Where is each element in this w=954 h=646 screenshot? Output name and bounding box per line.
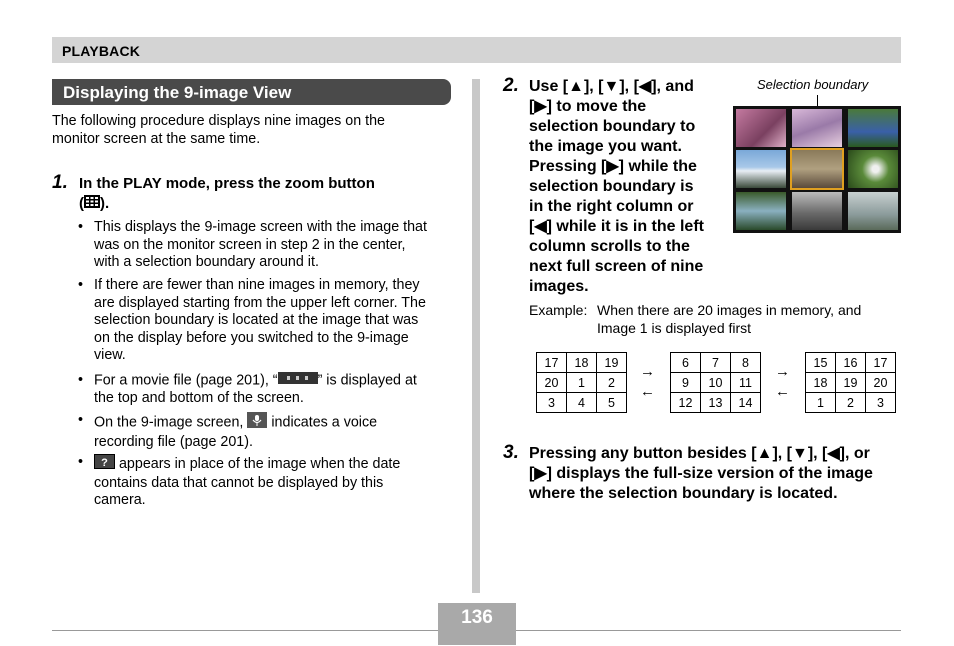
- bullet-line: the top and bottom of the screen.: [94, 390, 304, 407]
- example-grid-2: [670, 352, 761, 413]
- bullet-dot: •: [78, 454, 84, 470]
- grid-cell: 8: [731, 353, 761, 373]
- movie-file-icon: [278, 372, 318, 390]
- grid-cell: 16: [836, 353, 866, 373]
- bullet-dot: •: [78, 219, 84, 235]
- column-divider: [472, 79, 480, 593]
- thumbnail: [736, 109, 786, 147]
- thumbnail: [736, 150, 786, 188]
- step-3-number: 3.: [503, 442, 519, 463]
- paren-open: (: [79, 195, 84, 212]
- step-2-instruction: [529, 77, 729, 297]
- grid-cell: 19: [597, 353, 627, 373]
- step-2-line: images.: [529, 278, 589, 295]
- grid-cell: 14: [731, 393, 761, 413]
- bullet-line: are displayed starting from the upper left corner. The: [94, 294, 426, 311]
- bullet-line: view.: [94, 347, 126, 363]
- example-line: Image 1 is displayed first: [597, 320, 752, 336]
- grid-cell: 1: [806, 393, 836, 413]
- arrow-left-icon: ←: [775, 383, 790, 400]
- step-2-line: column scrolls to the: [529, 238, 690, 255]
- bullet-dot: •: [78, 412, 84, 428]
- grid-cell: 1: [567, 373, 597, 393]
- intro-line: monitor screen at the same time.: [52, 130, 261, 147]
- step-2-line: in the right column or: [529, 198, 694, 215]
- bullet-text: On the 9-image screen,: [94, 414, 244, 431]
- grid-cell: 19: [836, 373, 866, 393]
- bullet-line: This displays the 9-image screen with the image that: [94, 219, 427, 235]
- grid-cell: 20: [537, 373, 567, 393]
- grid-cell: 20: [866, 373, 896, 393]
- step-1-line: [79, 194, 459, 214]
- example-text: [597, 301, 897, 337]
- step-2-line: selection boundary to: [529, 118, 696, 135]
- intro-line: The following procedure displays nine images on the: [52, 113, 385, 129]
- bullet-item: [78, 219, 454, 272]
- example-grid-1: [536, 352, 627, 413]
- example-grid-3: [805, 352, 896, 413]
- bullet-text: indicates a voice: [271, 414, 378, 431]
- step-2-line: next full screen of nine: [529, 258, 704, 275]
- grid-cell: 13: [701, 393, 731, 413]
- step-2-line: Pressing [▶] while the: [529, 158, 697, 175]
- bullet-line: If there are fewer than nine images in memory, they: [94, 277, 420, 293]
- bullet-line: camera.: [94, 492, 146, 508]
- unknown-image-icon: [94, 454, 115, 475]
- step-1-line: In the PLAY mode, press the zoom button: [79, 175, 375, 192]
- bullet-item: [78, 454, 454, 510]
- thumbnail: [848, 150, 898, 188]
- bullet-line: recording file (page 201).: [94, 433, 253, 450]
- arrow-left-icon: ←: [640, 383, 655, 400]
- selected-thumbnail: [790, 148, 844, 190]
- bullet-text: ” is displayed at: [317, 372, 417, 389]
- arrow-right-icon: →: [775, 363, 790, 380]
- grid-cell: 10: [701, 373, 731, 393]
- step-1-number: 1.: [52, 172, 68, 193]
- paren-close: ).: [100, 195, 110, 212]
- bullet-item: [78, 277, 454, 365]
- step-3-line: Pressing any button besides [▲], [▼], [◀], or: [529, 445, 870, 462]
- header-section-label: PLAYBACK: [62, 43, 141, 59]
- grid-cell: 2: [597, 373, 627, 393]
- zoom-grid-icon: [84, 194, 100, 214]
- grid-cell: 2: [836, 393, 866, 413]
- grid-cell: 5: [597, 393, 627, 413]
- intro-paragraph: [52, 113, 385, 148]
- bullet-item: [78, 372, 454, 408]
- bullet-line: on the display before you switched to the 9-image: [94, 329, 409, 346]
- microphone-icon: [247, 412, 267, 434]
- bullet-line: [94, 372, 454, 390]
- thumbnail: [792, 192, 842, 230]
- thumbnail: [736, 192, 786, 230]
- step-2-number: 2.: [503, 75, 519, 96]
- step-3-line: [▶] displays the full-size version of the image: [529, 465, 873, 482]
- grid-cell: 15: [806, 353, 836, 373]
- step-3-line: where the selection boundary is located.: [529, 485, 838, 502]
- grid-cell: 18: [806, 373, 836, 393]
- arrow-right-icon: →: [640, 363, 655, 380]
- grid-cell: 18: [567, 353, 597, 373]
- grid-cell: 12: [671, 393, 701, 413]
- step-1-instruction: [79, 174, 459, 214]
- bullet-line: [94, 412, 454, 434]
- svg-text:?: ?: [101, 457, 108, 469]
- grid-cell: 3: [537, 393, 567, 413]
- step-2-line: the image you want.: [529, 138, 682, 155]
- bullet-line: selection boundary is located at the image that was: [94, 312, 419, 328]
- nine-image-screen: [733, 106, 901, 233]
- grid-cell: 11: [731, 373, 761, 393]
- grid-cell: 3: [866, 393, 896, 413]
- bullet-line: with a selection boundary around it.: [94, 254, 319, 270]
- thumbnail: [848, 192, 898, 230]
- grid-cell: 9: [671, 373, 701, 393]
- example-line: When there are 20 images in memory, and: [597, 302, 862, 318]
- bullet-item: [78, 412, 454, 451]
- bullet-line: [94, 454, 454, 475]
- grid-cell: 7: [701, 353, 731, 373]
- bullet-dot: •: [78, 372, 84, 388]
- thumbnail: [848, 109, 898, 147]
- step-2-line: selection boundary is: [529, 178, 694, 195]
- thumbnail: [792, 109, 842, 147]
- grid-cell: 6: [671, 353, 701, 373]
- bullet-text: For a movie file (page 201), “: [94, 372, 278, 389]
- bullet-line: contains data that cannot be displayed by this: [94, 474, 384, 491]
- step-3-instruction: [529, 444, 909, 504]
- bullet-line: was on the monitor screen in step 2 in the center,: [94, 236, 406, 253]
- grid-cell: 17: [537, 353, 567, 373]
- example-label: Example:: [529, 302, 588, 318]
- section-title: Displaying the 9-image View: [63, 83, 292, 102]
- bullet-text: appears in place of the image when the date: [118, 456, 401, 473]
- grid-cell: 4: [567, 393, 597, 413]
- selection-boundary-caption: Selection boundary: [757, 77, 869, 92]
- step-2-line: [◀] while it is in the left: [529, 218, 704, 235]
- header-bar: [52, 37, 901, 63]
- grid-cell: 17: [866, 353, 896, 373]
- step-2-line: Use [▲], [▼], [◀], and: [529, 78, 694, 95]
- bullet-dot: •: [78, 277, 84, 293]
- page-number: 136: [461, 607, 493, 628]
- step-2-line: [▶] to move the: [529, 98, 647, 115]
